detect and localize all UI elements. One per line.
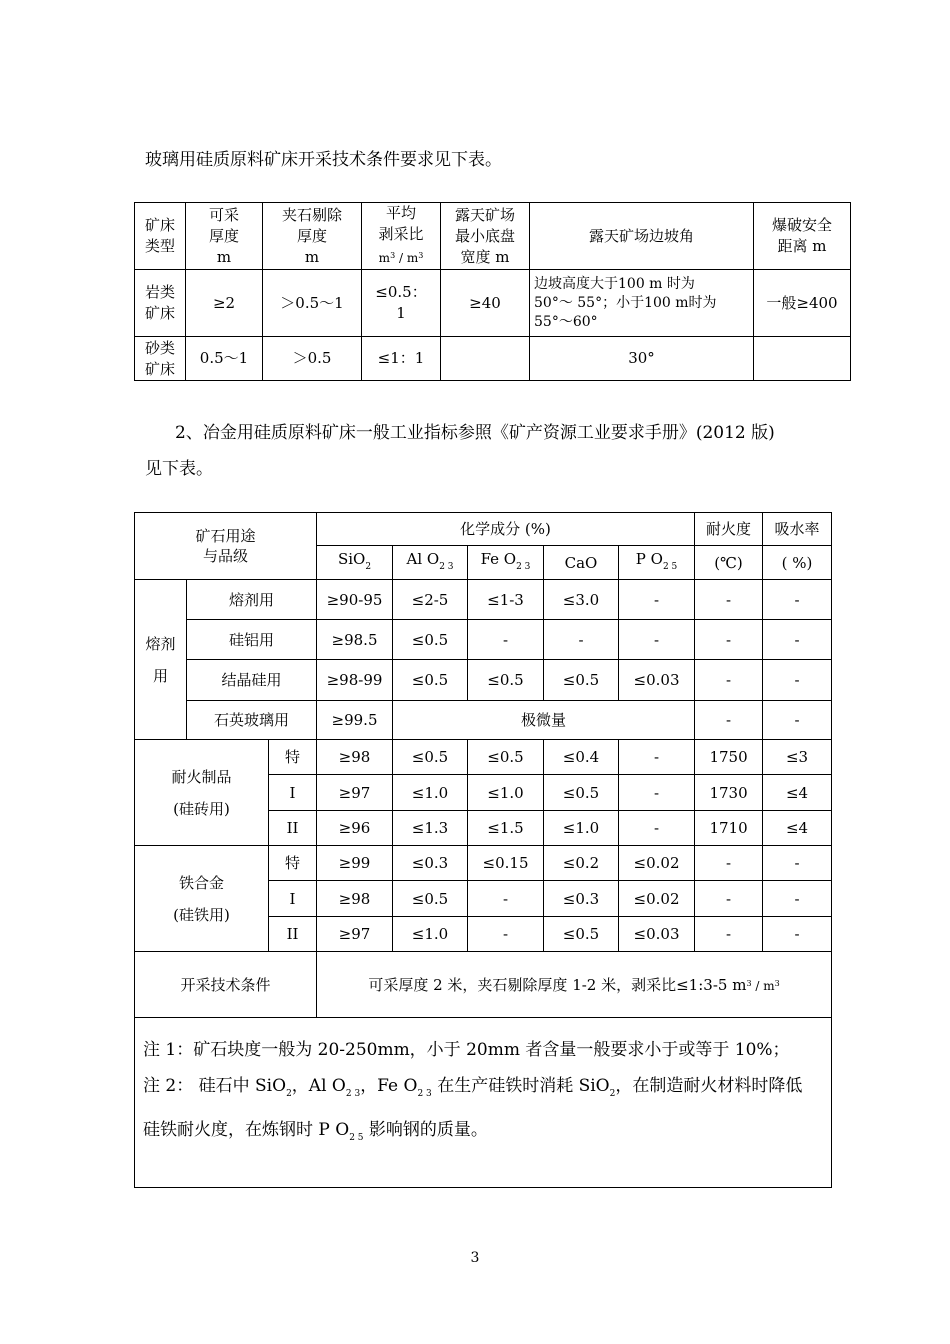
t2-cell: ≤0.5 bbox=[393, 881, 468, 917]
t2-mining-value: 可采厚度 2 米，夹石剔除厚度 1-2 米，剥采比≤1:3-5 $m^3 / m^3$ bbox=[317, 952, 832, 1018]
t1-header-interlayer: 夹石剔除 厚度 m bbox=[263, 203, 362, 270]
t1-header-strip-ratio: 平均 剥采比 $m^3 / m^3$ bbox=[362, 203, 441, 270]
t2-cell: ≤0.5 bbox=[393, 740, 468, 775]
t1-cell: 边坡高度大于100 m 时为 50°～ 55°；小于100 m时为 55°～60° bbox=[530, 270, 754, 337]
t1-header-slope-angle: 露天矿场边坡角 bbox=[530, 203, 754, 270]
t2-cell: - bbox=[695, 846, 763, 881]
t2-cell: - bbox=[695, 701, 763, 740]
t2-cell: - bbox=[763, 620, 832, 660]
t1-cell: 砂类 矿床 bbox=[135, 337, 186, 381]
t2-cell: ≤1.0 bbox=[544, 811, 619, 846]
glass-silica-mining-table bbox=[134, 202, 851, 381]
t2-cell: - bbox=[619, 811, 695, 846]
table-row bbox=[135, 270, 851, 337]
t2-cell: ≤0.3 bbox=[544, 881, 619, 917]
table-row bbox=[135, 952, 832, 1018]
t2-grade: I bbox=[269, 775, 317, 811]
t2-cell: ≥97 bbox=[317, 917, 393, 952]
table-row bbox=[135, 620, 832, 660]
t2-cell: - bbox=[619, 580, 695, 620]
t2-cell: ≤1.0 bbox=[393, 917, 468, 952]
section2-text-line2: 见下表。 bbox=[145, 459, 213, 479]
t2-row-label: 结晶硅用 bbox=[187, 660, 317, 701]
t2-cell: ≤0.4 bbox=[544, 740, 619, 775]
table-row bbox=[135, 660, 832, 701]
t2-cell: ≤0.5 bbox=[544, 775, 619, 811]
t2-flux-group: 熔剂 用 bbox=[135, 580, 187, 740]
t2-cell: - bbox=[468, 917, 544, 952]
t2-row-label: 硅铝用 bbox=[187, 620, 317, 660]
t1-cell: ≥2 bbox=[186, 270, 263, 337]
t2-grade: II bbox=[269, 811, 317, 846]
t2-cell: - bbox=[619, 620, 695, 660]
t2-cell: ≥98 bbox=[317, 881, 393, 917]
t2-cell: ≤4 bbox=[763, 811, 832, 846]
t2-cell: ≥96 bbox=[317, 811, 393, 846]
t2-cell: ≤1.0 bbox=[393, 775, 468, 811]
page-number: 3 bbox=[470, 1250, 480, 1266]
t2-grade: II bbox=[269, 917, 317, 952]
t2-header-p2o5: P $O_{2 5}$ bbox=[619, 546, 695, 580]
t2-cell: - bbox=[763, 881, 832, 917]
intro-text: 玻璃用硅质原料矿床开采技术条件要求见下表。 bbox=[145, 150, 502, 170]
t2-cell: ≤0.5 bbox=[468, 740, 544, 775]
t1-cell: ≥40 bbox=[441, 270, 530, 337]
t1-header-blast-distance: 爆破安全 距离 m bbox=[754, 203, 851, 270]
t2-cell: ≥90-95 bbox=[317, 580, 393, 620]
t2-header-refractory: 耐火度 bbox=[695, 513, 763, 546]
t1-cell: ＞0.5 bbox=[263, 337, 362, 381]
t2-cell: - bbox=[619, 775, 695, 811]
t2-cell: - bbox=[763, 917, 832, 952]
t1-cell: ＞0.5～1 bbox=[263, 270, 362, 337]
t2-cell: ≤0.03 bbox=[619, 660, 695, 701]
t2-cell: - bbox=[763, 580, 832, 620]
t1-header-bottom-width: 露天矿场 最小底盘 宽度 m bbox=[441, 203, 530, 270]
t2-cell: - bbox=[468, 881, 544, 917]
t1-cell: 一般≥400 bbox=[754, 270, 851, 337]
t2-cell: - bbox=[544, 620, 619, 660]
t1-cell bbox=[441, 337, 530, 381]
t2-cell: ≤1.5 bbox=[468, 811, 544, 846]
t2-cell: ≤1-3 bbox=[468, 580, 544, 620]
t2-cell: ≥98.5 bbox=[317, 620, 393, 660]
t2-mining-label: 开采技术条件 bbox=[135, 952, 317, 1018]
t1-header-type: 矿床 类型 bbox=[135, 203, 186, 270]
t2-row-label: 熔剂用 bbox=[187, 580, 317, 620]
t2-cell: ≥98 bbox=[317, 740, 393, 775]
t2-header-fe2o3: Fe $O_{2 3}$ bbox=[468, 546, 544, 580]
t2-cell: - bbox=[695, 660, 763, 701]
t2-header-cao: CaO bbox=[544, 546, 619, 580]
t2-cell: ≤0.03 bbox=[619, 917, 695, 952]
t1-cell: 岩类 矿床 bbox=[135, 270, 186, 337]
t2-cell: ≥99 bbox=[317, 846, 393, 881]
t2-grade: 特 bbox=[269, 740, 317, 775]
t2-cell: ≤0.2 bbox=[544, 846, 619, 881]
t1-cell: 0.5～1 bbox=[186, 337, 263, 381]
t2-cell: - bbox=[763, 846, 832, 881]
t2-cell: ≤0.5 bbox=[393, 660, 468, 701]
t2-cell: 1750 bbox=[695, 740, 763, 775]
t1-cell bbox=[754, 337, 851, 381]
t2-header-chem: 化学成分 (%) bbox=[317, 513, 695, 546]
t2-header-al2o3: Al $O_{2 3}$ bbox=[393, 546, 468, 580]
t2-cell: ≤0.02 bbox=[619, 881, 695, 917]
t2-cell: - bbox=[695, 917, 763, 952]
t2-cell: ≤0.3 bbox=[393, 846, 468, 881]
t2-ferro-group: 铁合金 (硅铁用) bbox=[135, 846, 269, 952]
t2-cell: ≤0.02 bbox=[619, 846, 695, 881]
note-1: 注 1：矿石块度一般为 20-250mm，小于 20mm 者含量一般要求小于或等于 10%； bbox=[143, 1040, 790, 1060]
t2-cell: 1730 bbox=[695, 775, 763, 811]
t2-cell: ≤3 bbox=[763, 740, 832, 775]
t2-grade: I bbox=[269, 881, 317, 917]
t2-cell: ≤0.5 bbox=[544, 917, 619, 952]
t2-header-refractory-unit: (℃) bbox=[695, 546, 763, 580]
t2-header-absorb: 吸水率 bbox=[763, 513, 832, 546]
t1-cell: 30° bbox=[530, 337, 754, 381]
table-row bbox=[135, 580, 832, 620]
t2-cell: - bbox=[695, 881, 763, 917]
t2-grade: 特 bbox=[269, 846, 317, 881]
t2-cell: ≤0.5 bbox=[393, 620, 468, 660]
t1-header-thickness: 可采 厚度 m bbox=[186, 203, 263, 270]
table-row bbox=[135, 337, 851, 381]
t2-notes bbox=[135, 1018, 832, 1188]
t2-cell: ≤0.15 bbox=[468, 846, 544, 881]
note-2: 注 2： 硅石中 SiO$_2$，Al $O_{2 3}$，Fe $O_{2 3}$ 在生产硅铁时消耗 SiO$_2$，在制造耐火材料时降低 bbox=[143, 1076, 803, 1099]
t2-cell: - bbox=[468, 620, 544, 660]
metallurgy-silica-index-table bbox=[134, 512, 832, 1188]
t2-cell: ≤0.5 bbox=[468, 660, 544, 701]
section2-text-line1: 2、冶金用硅质原料矿床一般工业指标参照《矿产资源工业要求手册》(2012 版) bbox=[175, 423, 775, 443]
t2-cell: - bbox=[763, 660, 832, 701]
t2-cell: ≤2-5 bbox=[393, 580, 468, 620]
t2-cell: ≤4 bbox=[763, 775, 832, 811]
t2-cell: ≥99.5 bbox=[317, 701, 393, 740]
t2-cell: - bbox=[763, 701, 832, 740]
t2-cell: - bbox=[619, 740, 695, 775]
t2-cell: ≤0.5 bbox=[544, 660, 619, 701]
t2-cell: ≥97 bbox=[317, 775, 393, 811]
t1-cell: ≤1：1 bbox=[362, 337, 441, 381]
t2-header-absorb-unit: ( %) bbox=[763, 546, 832, 580]
t2-cell: - bbox=[695, 620, 763, 660]
t2-cell: - bbox=[695, 580, 763, 620]
t2-cell: ≥98-99 bbox=[317, 660, 393, 701]
table-row bbox=[135, 740, 832, 775]
table-row bbox=[135, 846, 832, 881]
t2-cell: ≤1.0 bbox=[468, 775, 544, 811]
t2-refractory-group: 耐火制品 (硅砖用) bbox=[135, 740, 269, 846]
t2-cell: ≤3.0 bbox=[544, 580, 619, 620]
t2-merged-cell: 极微量 bbox=[393, 701, 695, 740]
t1-cell: ≤0.5： 1 bbox=[362, 270, 441, 337]
table-row bbox=[135, 701, 832, 740]
t2-header-sio2: SiO$_2$ bbox=[317, 546, 393, 580]
t2-cell: ≤1.3 bbox=[393, 811, 468, 846]
note-2-cont: 硅铁耐火度，在炼钢时 P $O_{2 5}$ 影响钢的质量。 bbox=[143, 1120, 488, 1143]
t2-row-label: 石英玻璃用 bbox=[187, 701, 317, 740]
t2-header-use: 矿石用途 与品级 bbox=[135, 513, 317, 580]
t2-cell: 1710 bbox=[695, 811, 763, 846]
